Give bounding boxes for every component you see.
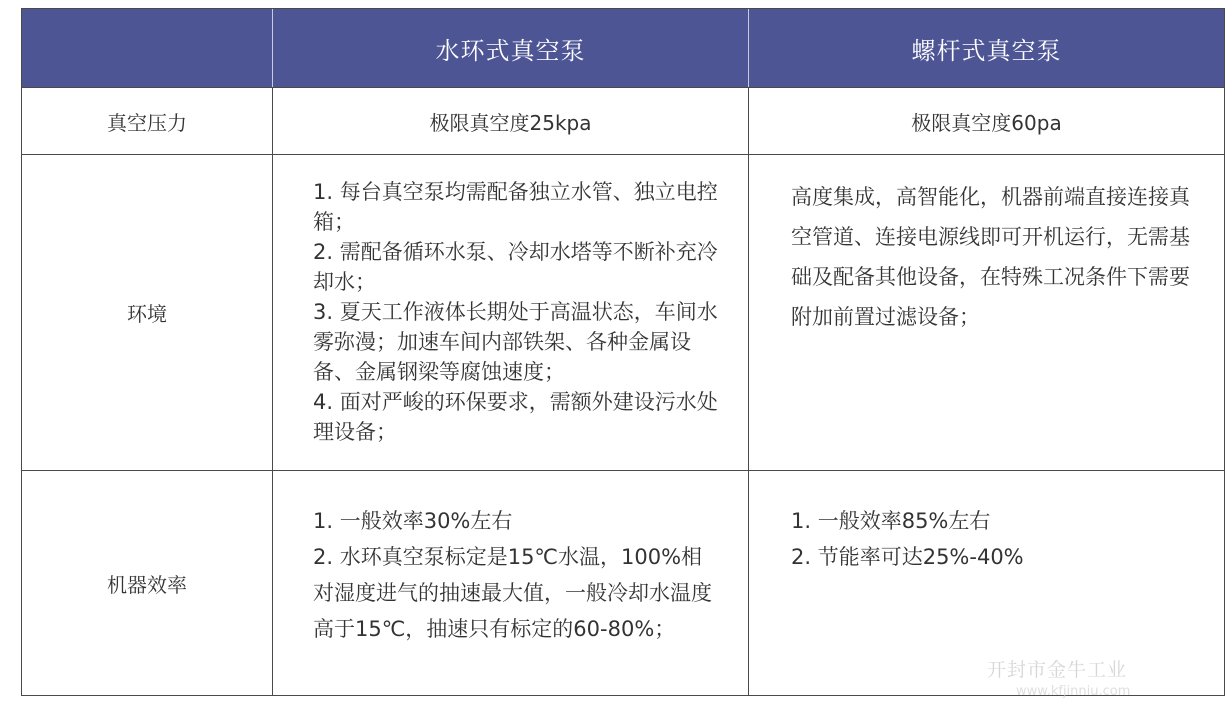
list-item: 4. 面对严峻的环保要求，需额外建设污水处理设备；: [313, 390, 718, 444]
row-label-cell: [22, 471, 272, 696]
list-item: 1. 一般效率30%左右: [313, 509, 513, 533]
pressure-water-ring-cell: [272, 88, 748, 154]
pressure-screw-cell: [748, 88, 1224, 154]
list-item: 3. 夏天工作液体长期处于高温状态，车间水雾弥漫；加速车间内部铁架、各种金属设备、金属钢梁等腐蚀速度；: [313, 300, 718, 384]
watermark-text: 开封市金牛工业: [987, 659, 1128, 681]
pressure-screw-value: 极限真空度60pa: [911, 110, 1062, 135]
row-label-environment: 环境: [127, 302, 167, 326]
list-item: 2. 节能率可达25%-40%: [791, 545, 1024, 569]
table-header-row: [22, 9, 1224, 87]
row-label-cell: [22, 155, 272, 470]
header-cell-empty: [22, 9, 272, 87]
efficiency-screw-list: [791, 503, 1201, 575]
efficiency-screw-cell: [748, 471, 1224, 696]
row-label-vacuum-pressure: 真空压力: [107, 110, 187, 135]
list-item: 2. 水环真空泵标定是15℃水温，100%相对湿度进气的抽速最大值，一般冷却水温度高于15℃，抽速只有标定的60-80%；: [313, 545, 712, 641]
list-item: 1. 每台真空泵均需配备独立水管、独立电控箱；: [313, 180, 718, 234]
environment-water-ring-list: [313, 177, 723, 447]
table-row-vacuum-pressure: [22, 87, 1224, 154]
row-label-cell: [22, 88, 272, 154]
watermark-url: www.kfjinniu.com: [1016, 684, 1131, 699]
pressure-water-ring-value: 极限真空度25kpa: [429, 110, 592, 135]
comparison-table: [21, 8, 1225, 696]
environment-screw-text: 高度集成，高智能化，机器前端直接连接真空管道、连接电源线即可开机运行，无需基础及配备其他设备，在特殊工况条件下需要附加前置过滤设备；: [791, 185, 1190, 329]
header-cell-screw-pump: [748, 9, 1224, 87]
environment-water-ring-cell: [272, 155, 748, 470]
header-cell-water-ring-pump: [272, 9, 748, 87]
list-item: 1. 一般效率85%左右: [791, 509, 991, 533]
list-item: 2. 需配备循环水泵、冷却水塔等不断补充冷却水；: [313, 240, 718, 294]
header-water-ring-pump: 水环式真空泵: [435, 36, 586, 65]
row-label-efficiency: 机器效率: [107, 573, 187, 597]
efficiency-water-ring-list: [313, 503, 723, 647]
environment-screw-cell: [748, 155, 1224, 470]
efficiency-water-ring-cell: [272, 471, 748, 696]
table-row-environment: [22, 154, 1224, 470]
header-screw-pump: 螺杆式真空泵: [911, 36, 1062, 65]
